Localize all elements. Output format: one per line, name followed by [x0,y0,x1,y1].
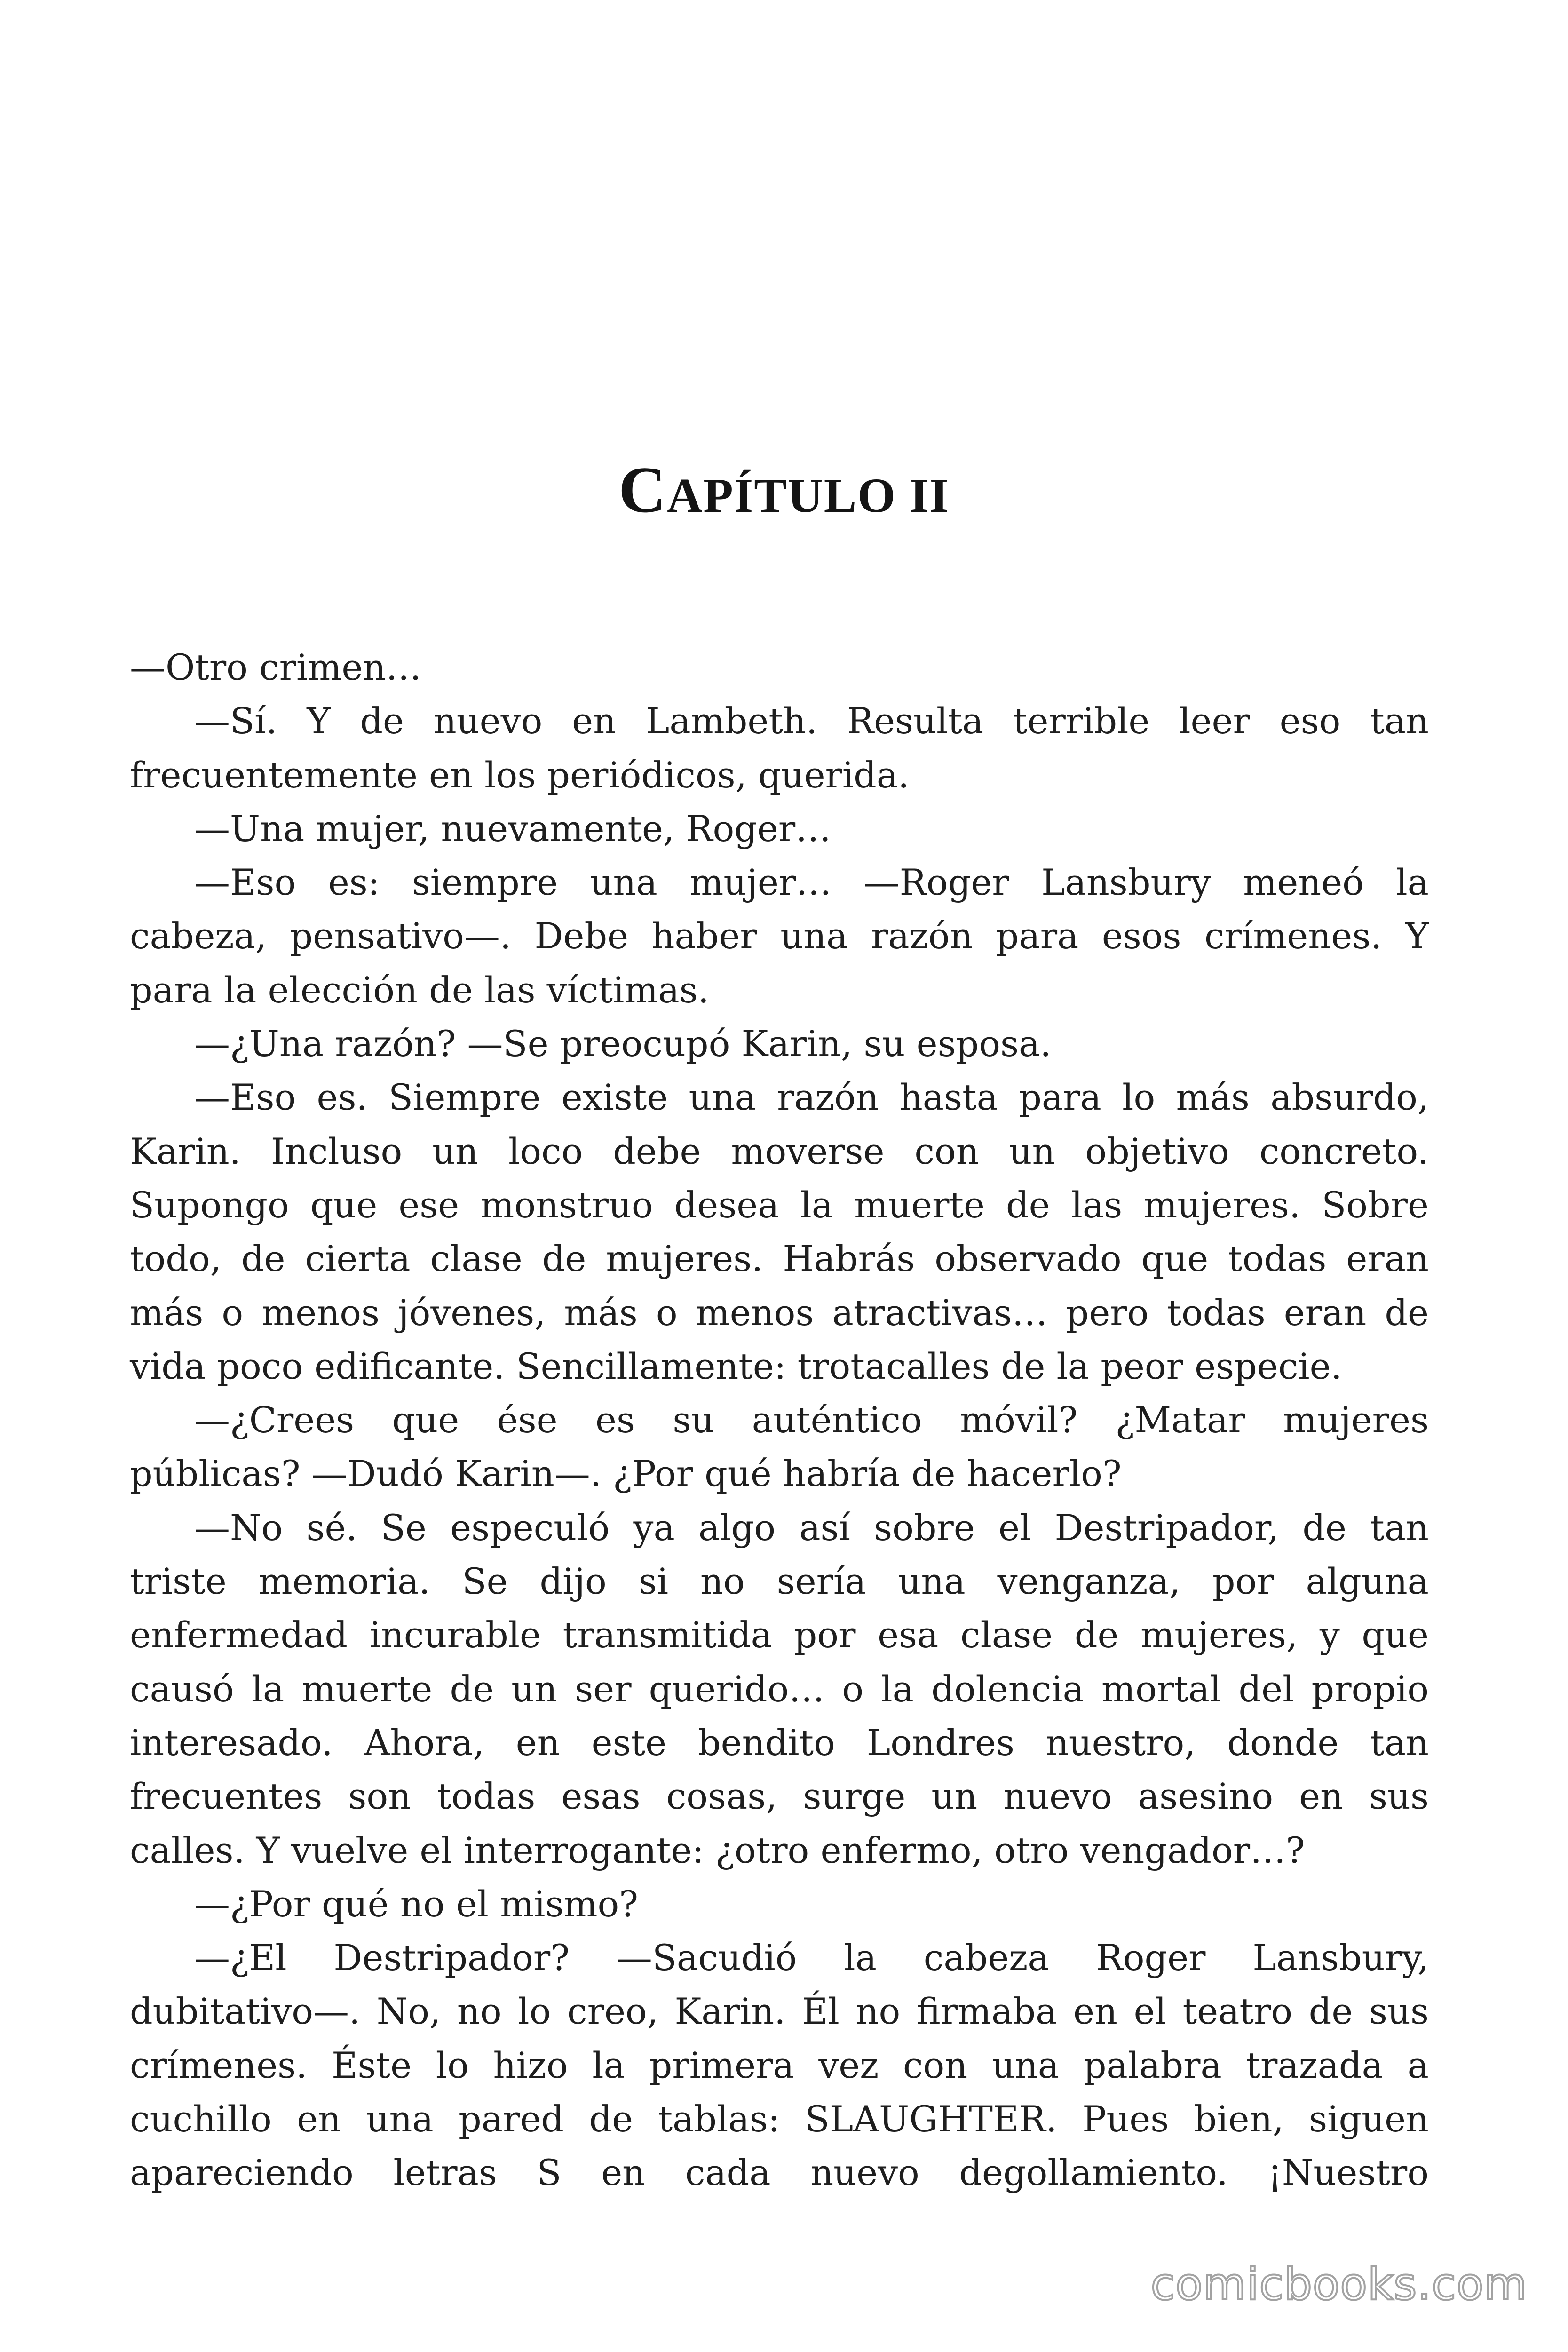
text-line: interesado. Ahora, en este bendito Londres nuestro, donde tan [130,1721,1429,1764]
text-line: —¿Una razón? —Se preocupó Karin, su esposa. [194,1023,1052,1065]
text-line: —¿Crees que ése es su auténtico móvil? ¿Matar mujeres [194,1399,1429,1441]
text-line: vida poco edificante. Sencillamente: trotacalles de la peor especie. [130,1345,1342,1387]
text-line: todo, de cierta clase de mujeres. Habrás observado que todas eran [130,1238,1429,1280]
text-line: enfermedad incurable transmitida por esa clase de mujeres, y que [130,1614,1429,1656]
text-line: —Una mujer, nuevamente, Roger… [194,807,832,850]
paragraph [130,802,1429,856]
text-line: Supongo que ese monstruo desea la muerte de las mujeres. Sobre [130,1184,1429,1226]
text-line: apareciendo letras S en cada nuevo degollamiento. ¡Nuestro [130,2152,1429,2194]
text-line: causó la muerte de un ser querido… o la dolencia mortal del propio [130,1668,1429,1710]
text-line: —Sí. Y de nuevo en Lambeth. Resulta terrible leer eso tan [194,700,1429,742]
paragraph [130,1071,1429,1393]
text-line: —Eso es. Siempre existe una razón hasta para lo más absurdo, [194,1076,1429,1119]
chapter-body [130,641,1429,2200]
text-line: —¿El Destripador? —Sacudió la cabeza Roger Lansbury, [194,1937,1429,1979]
paragraph [130,1017,1429,1071]
watermark: comicbooks.com [1150,2259,1528,2310]
text-line: crímenes. Éste lo hizo la primera vez con una palabra trazada a [130,2044,1429,2086]
text-line: —¿Por qué no el mismo? [194,1883,639,1925]
text-line: calles. Y vuelve el interrogante: ¿otro enfermo, otro vengador…? [130,1829,1305,1871]
paragraph [130,1501,1429,1877]
chapter-title: CAPÍTULO II [618,453,950,526]
paragraph [130,641,1429,694]
paragraph [130,1931,1429,2200]
text-line: —Otro crimen… [130,646,422,688]
text-line: frecuentes son todas esas cosas, surge un nuevo asesino en sus [130,1775,1429,1818]
text-line: frecuentemente en los periódicos, querida. [130,754,910,796]
text-line: triste memoria. Se dijo si no sería una venganza, por alguna [130,1560,1429,1603]
text-line: para la elección de las víctimas. [130,969,709,1011]
paragraph [130,1877,1429,1931]
paragraph [130,856,1429,1017]
text-line: públicas? —Dudó Karin—. ¿Por qué habría de hacerlo? [130,1453,1122,1495]
paragraph [130,694,1429,802]
text-line: más o menos jóvenes, más o menos atractivas… pero todas eran de [130,1291,1429,1334]
text-line: cabeza, pensativo—. Debe haber una razón para esos crímenes. Y [130,915,1429,957]
text-line: Karin. Incluso un loco debe moverse con un objetivo concreto. [130,1130,1429,1172]
paragraph [130,1393,1429,1501]
text-line: —No sé. Se especuló ya algo así sobre el Destripador, de tan [194,1506,1429,1549]
text-line: cuchillo en una pared de tablas: SLAUGHTER. Pues bien, siguen [130,2098,1429,2140]
text-line: dubitativo—. No, no lo creo, Karin. Él no firmaba en el teatro de sus [130,1990,1429,2033]
text-line: —Eso es: siempre una mujer… —Roger Lansbury meneó la [194,861,1429,904]
